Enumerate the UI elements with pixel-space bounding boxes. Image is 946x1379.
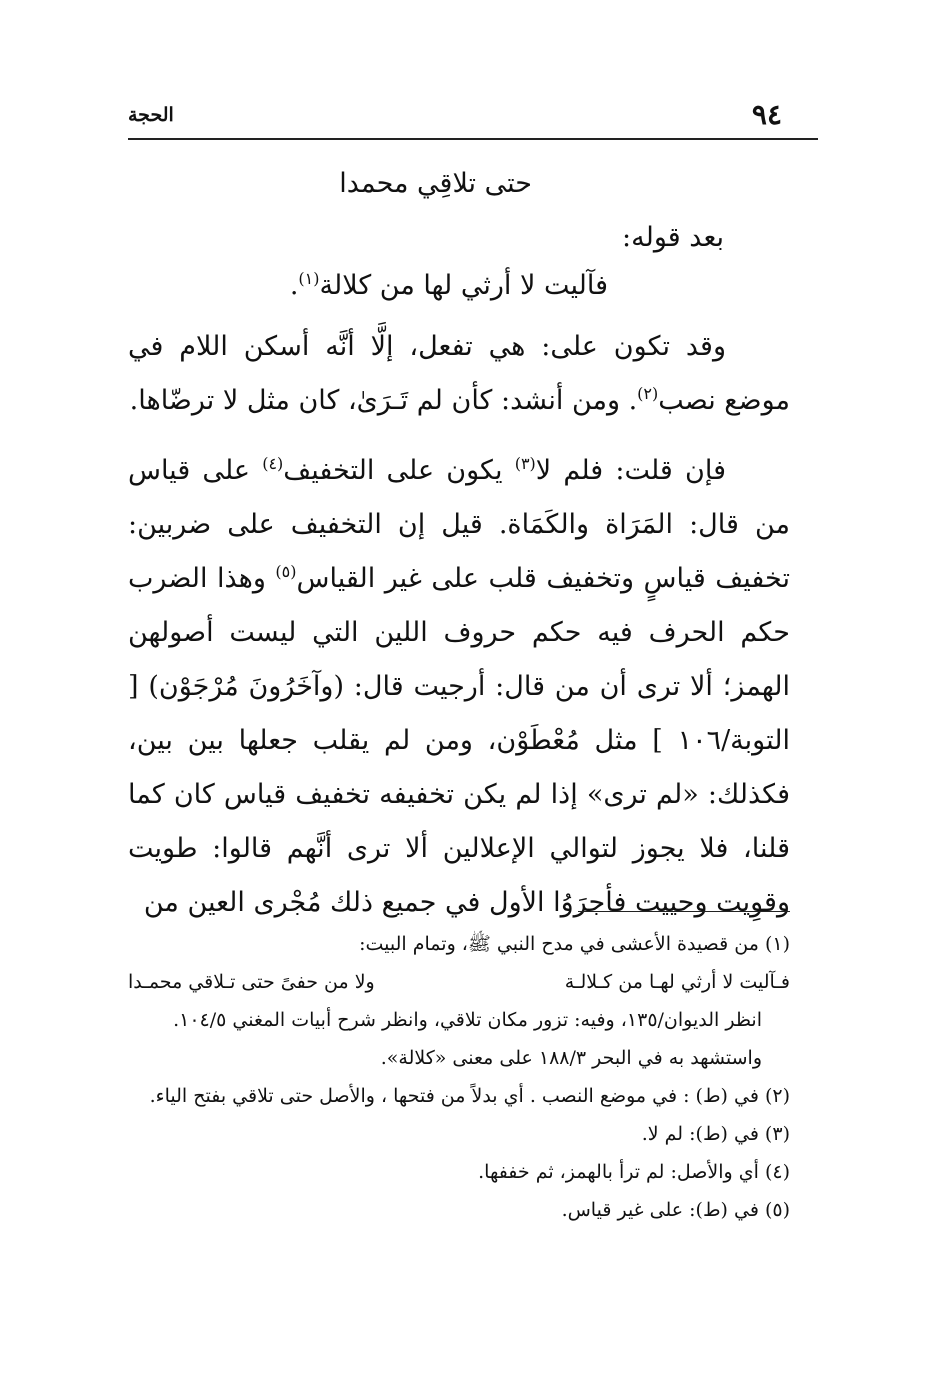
paragraph-2-part-3: على قياس من قال: المَرَاة والكَمَاة. قيل إن التخفيف على ضربين: تخفيف قياسٍ وتخفيف قلب على غير القياس	[128, 455, 790, 594]
poem-first-hemistich: فـآليت لا أرثي لهـا من كـلالـة	[564, 971, 790, 993]
footnote-ref-4: (٤)	[262, 454, 284, 473]
header-rule	[128, 138, 818, 140]
paragraph-2	[128, 444, 790, 930]
footnote-ref-2: (٢)	[637, 384, 659, 403]
page-header	[128, 98, 818, 138]
poem-second-hemistich: ولا من حفىً حتى تـلاقي محمـدا	[128, 971, 375, 993]
footnote-2: (٢) في (ط) : في موضع النصب . أي بدلاً من فتحها ، والأصل حتى تلاقي بفتح الياء.	[149, 1085, 790, 1107]
paragraph-2-part-2: يكون على التخفيف	[283, 455, 515, 486]
main-text	[128, 320, 790, 930]
verse-top: حتى تلاقِي محمدا	[339, 168, 532, 199]
footnote-3: (٣) في (ط): لم لا.	[641, 1123, 790, 1145]
verse-line-text: فآليت لا أرثي لها من كلالة	[319, 270, 608, 301]
paragraph-2-part-1: فإن قلت: فلم لا	[535, 455, 726, 486]
paragraph-2-part-4: وهذا الضرب حكم الحرف فيه حكم حروف اللين التي ليست أصولهن الهمز؛ ألا ترى أن من قال: أرجيت قال: (وآخَرُونَ مُرْجَوْن) [ التوبة/١٠٦ ] مثل مُعْطَوْن، ومن لم يقلب جعلها بين بين، فكذلك: «لم ترى» إذا لم يكن تخفيفه تخفيف قياس كان كما قلنا، فلا يجوز لتوالي الإعلالين ألا ترى أنَّهم قالوا: طويت وقوِيت وحييت فأجرَوُا الأول في جميع ذلك مُجْرى العين من	[128, 563, 790, 918]
footnote-5: (٥) في (ط): على غير قياس.	[561, 1199, 790, 1221]
intro-line: بعد قوله:	[622, 222, 724, 253]
footnote-ref-5: (٥)	[275, 562, 297, 581]
footnote-1-source: انظر الديوان/١٣٥، وفيه: تزور مكان تلاقي، وانظر شرح أبيات المغني ١٠٤/٥. واستشهد به في البحر ١٨٨/٣ على معنى «كلالة».	[173, 1009, 762, 1069]
paragraph-1-part-2: . ومن أنشد: كأن لم تَـرَىٰ، كان مثل لا ترضّاها.	[129, 385, 638, 416]
running-title: الحجة	[128, 104, 174, 126]
footnote-ref-1: (١)	[298, 269, 320, 288]
footnotes	[128, 925, 790, 1229]
footnote-1-poem	[128, 963, 790, 1001]
page-number: ٩٤	[751, 98, 782, 131]
paragraph-1-part-1: وقد تكون على: هي تفعل، إلَّا أنَّه أسكن اللام في موضع نصب	[128, 331, 790, 416]
verse-line: فآليت لا أرثي لها من كلالة$^{(١)}$.	[289, 269, 608, 301]
footnote-rule	[578, 911, 790, 912]
footnote-1: (١) من قصيدة الأعشى في مدح النبي ﷺ، وتمام البيت:	[359, 933, 790, 955]
footnote-4: (٤) أي والأصل: لم ترأ بالهمز، ثم خففها.	[478, 1161, 790, 1183]
paragraph-1	[128, 320, 790, 428]
footnote-ref-3: (٣)	[514, 454, 536, 473]
